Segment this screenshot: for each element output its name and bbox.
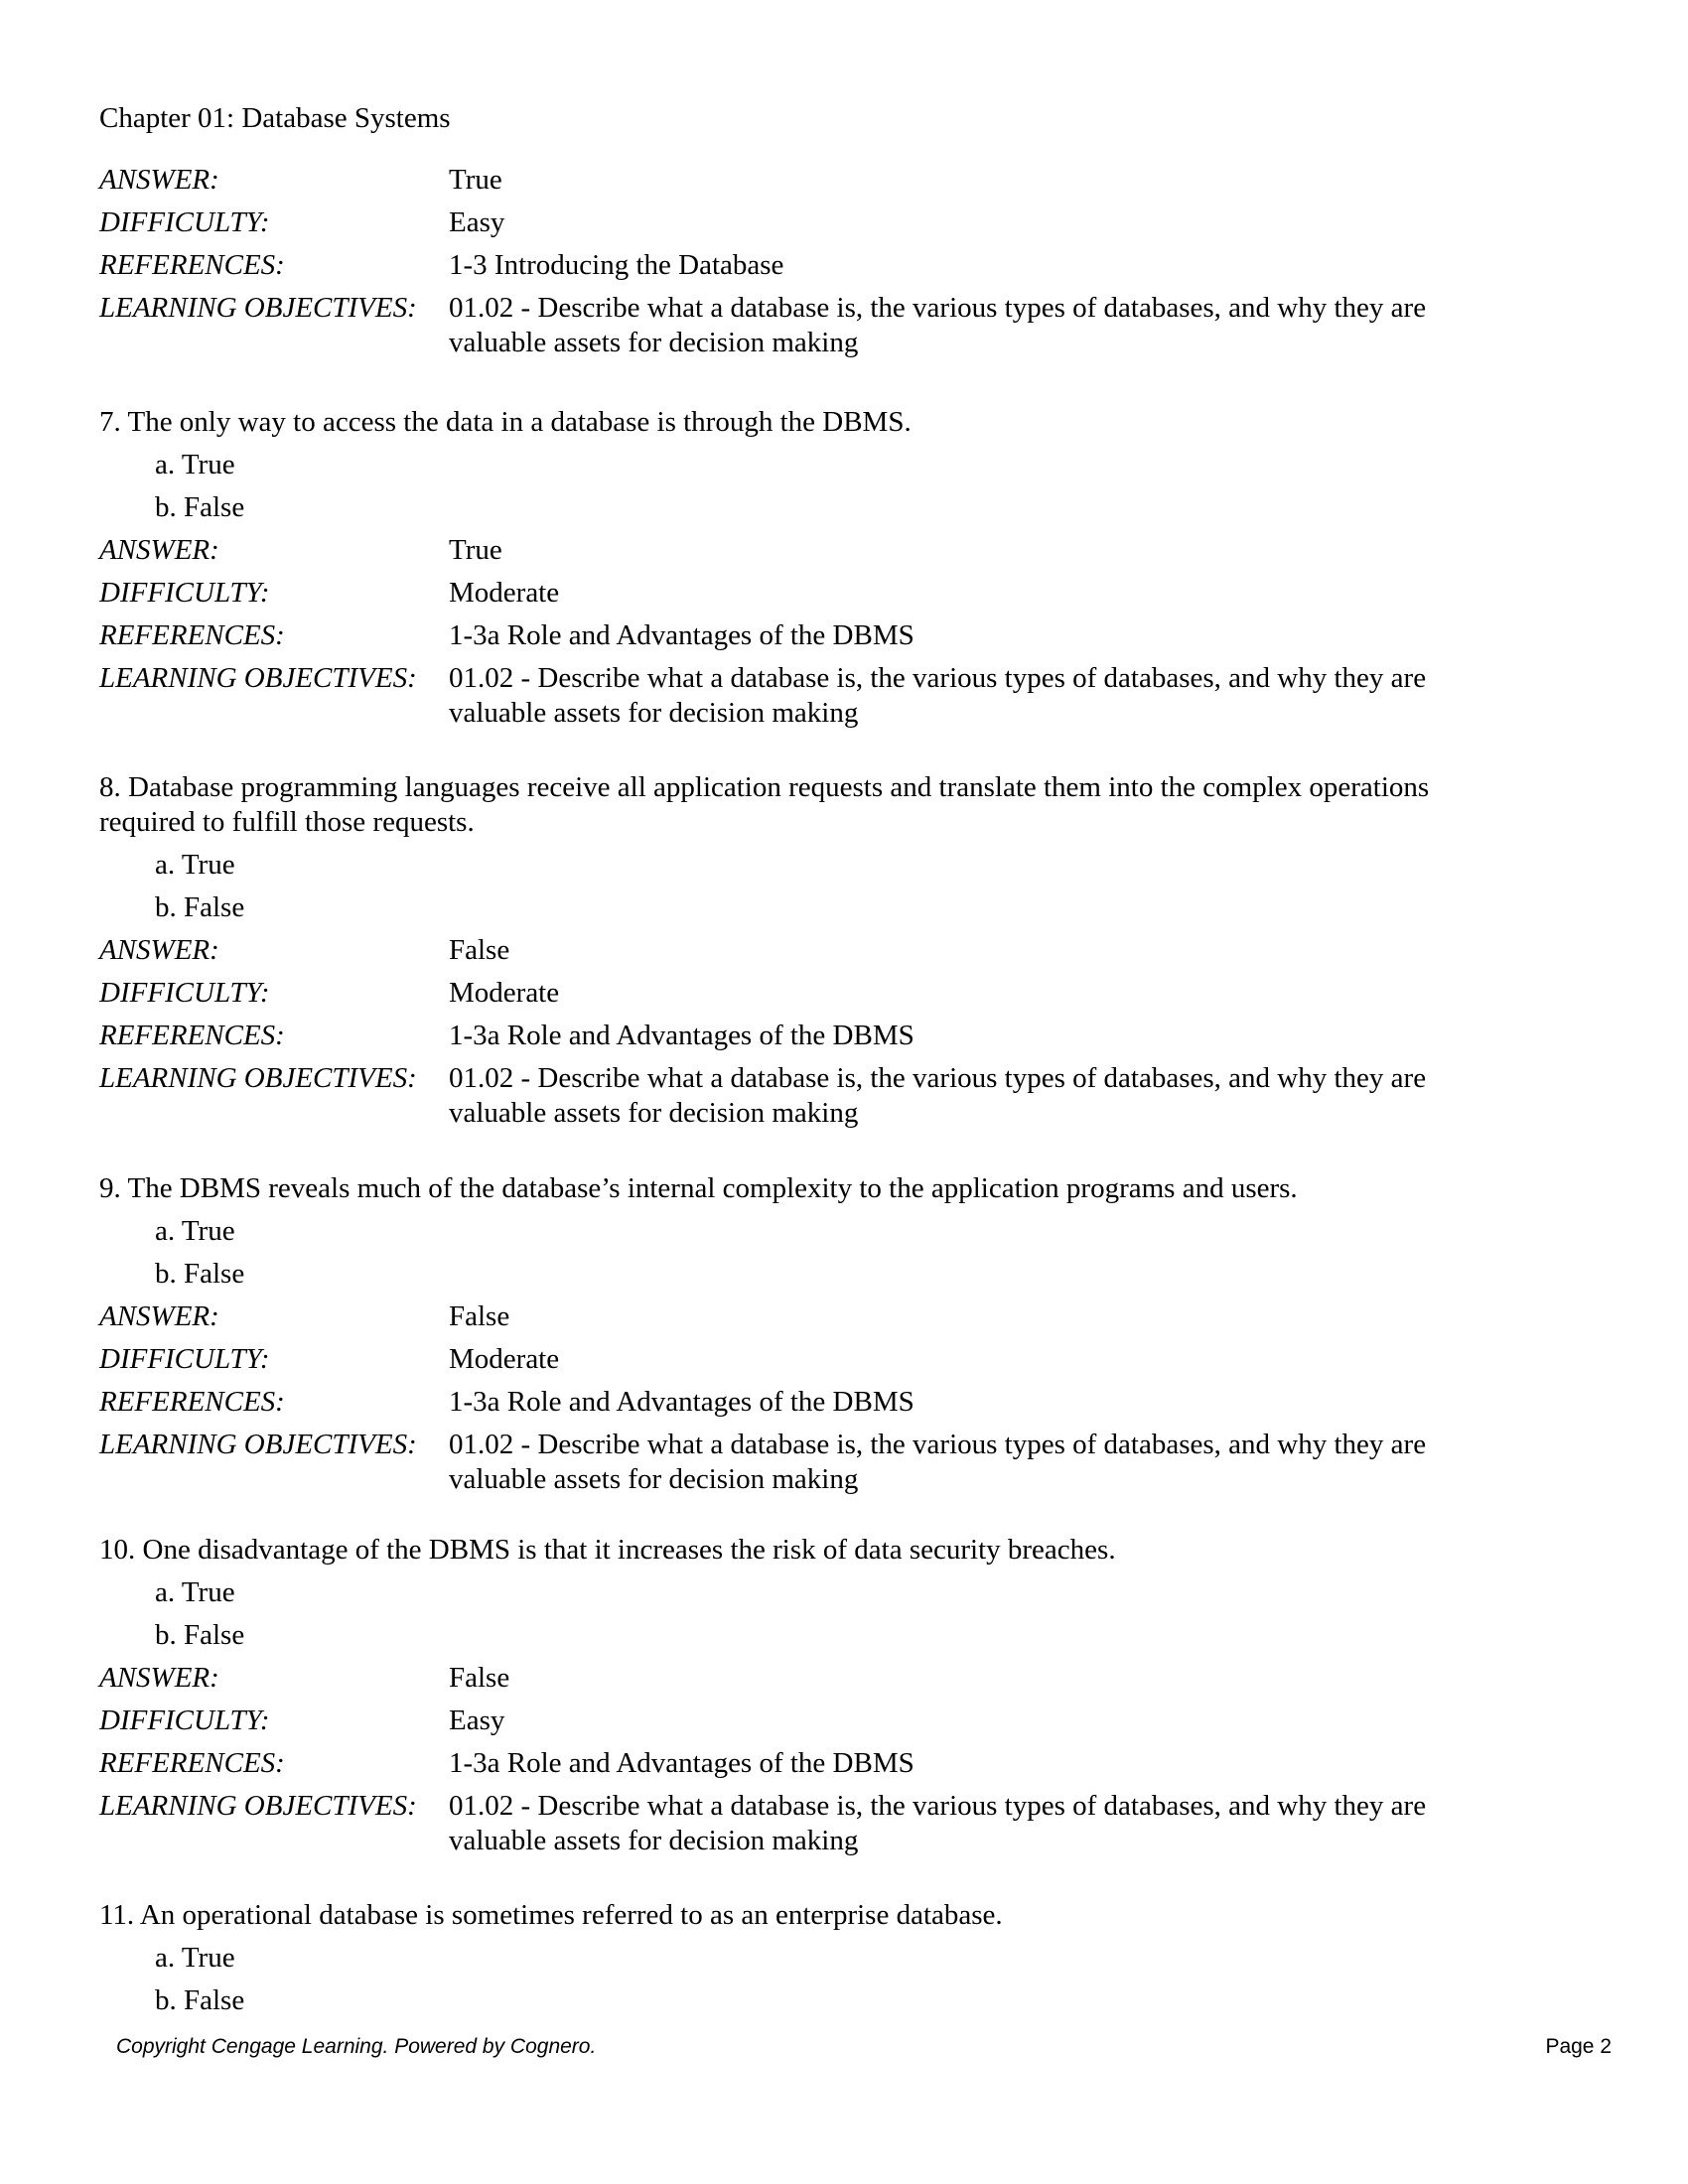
learning-objectives-label: LEARNING OBJECTIVES: bbox=[99, 662, 417, 694]
question-block-6-meta bbox=[99, 159, 1509, 360]
difficulty-value: Easy bbox=[449, 1705, 505, 1736]
references-value: 1-3a Role and Advantages of the DBMS bbox=[449, 1020, 914, 1051]
question-block-9 bbox=[99, 1167, 1509, 1497]
answer-label: ANSWER: bbox=[99, 1300, 219, 1332]
difficulty-label: DIFFICULTY: bbox=[99, 577, 270, 609]
answer-row bbox=[99, 1296, 1509, 1338]
answer-value: False bbox=[449, 1300, 510, 1332]
question-block-8 bbox=[99, 766, 1509, 1131]
learning-objectives-row bbox=[99, 287, 1509, 360]
question-block-11 bbox=[99, 1894, 1509, 2022]
references-value: 1-3 Introducing the Database bbox=[449, 249, 784, 281]
question-text: 11. An operational database is sometimes referred to as an enterprise database. bbox=[99, 1899, 1003, 1931]
learning-objectives-value: 01.02 - Describe what a database is, the various types of databases, and why they are valuable assets for decision making bbox=[449, 1429, 1427, 1495]
answer-label: ANSWER: bbox=[99, 1662, 219, 1694]
learning-objectives-label: LEARNING OBJECTIVES: bbox=[99, 292, 417, 324]
difficulty-value: Moderate bbox=[449, 1343, 560, 1375]
difficulty-label: DIFFICULTY: bbox=[99, 977, 270, 1009]
learning-objectives-value: 01.02 - Describe what a database is, the various types of databases, and why they are valuable assets for decision making bbox=[449, 292, 1427, 358]
references-value: 1-3a Role and Advantages of the DBMS bbox=[449, 1386, 914, 1418]
answer-row bbox=[99, 1657, 1509, 1700]
learning-objectives-value: 01.02 - Describe what a database is, the various types of databases, and why they are valuable assets for decision making bbox=[449, 1790, 1427, 1856]
learning-objectives-value: 01.02 - Describe what a database is, the various types of databases, and why they are valuable assets for decision making bbox=[449, 1062, 1427, 1129]
references-value: 1-3a Role and Advantages of the DBMS bbox=[449, 1747, 914, 1779]
option-b: b. False bbox=[155, 1619, 245, 1651]
difficulty-value: Easy bbox=[449, 206, 505, 238]
question-text: 7. The only way to access the data in a database is through the DBMS. bbox=[99, 406, 912, 438]
answer-value: True bbox=[449, 534, 502, 566]
option-a: a. True bbox=[155, 1215, 235, 1247]
references-label: REFERENCES: bbox=[99, 1386, 285, 1418]
answer-label: ANSWER: bbox=[99, 164, 219, 196]
page-footer bbox=[116, 2035, 1612, 2059]
option-a: a. True bbox=[155, 1942, 235, 1974]
references-row bbox=[99, 614, 1509, 657]
references-row bbox=[99, 1742, 1509, 1785]
difficulty-row bbox=[99, 1338, 1509, 1381]
references-row bbox=[99, 1015, 1509, 1057]
difficulty-row bbox=[99, 202, 1509, 244]
difficulty-value: Moderate bbox=[449, 977, 560, 1009]
difficulty-label: DIFFICULTY: bbox=[99, 1705, 270, 1736]
references-label: REFERENCES: bbox=[99, 619, 285, 651]
difficulty-label: DIFFICULTY: bbox=[99, 206, 270, 238]
question-text: 9. The DBMS reveals much of the database’s internal complexity to the application programs and users. bbox=[99, 1172, 1298, 1204]
learning-objectives-label: LEARNING OBJECTIVES: bbox=[99, 1062, 417, 1094]
references-row bbox=[99, 1381, 1509, 1424]
answer-row bbox=[99, 929, 1509, 972]
difficulty-label: DIFFICULTY: bbox=[99, 1343, 270, 1375]
learning-objectives-row bbox=[99, 1785, 1509, 1858]
question-block-7 bbox=[99, 401, 1509, 731]
answer-row bbox=[99, 529, 1509, 572]
option-b: b. False bbox=[155, 1258, 245, 1290]
references-label: REFERENCES: bbox=[99, 1020, 285, 1051]
learning-objectives-row bbox=[99, 1057, 1509, 1131]
question-text: 8. Database programming languages receive all application requests and translate them into the complex operations required to fulfill those requests. bbox=[99, 771, 1430, 838]
option-a: a. True bbox=[155, 1576, 235, 1608]
references-label: REFERENCES: bbox=[99, 1747, 285, 1779]
option-a: a. True bbox=[155, 849, 235, 881]
option-b: b. False bbox=[155, 1984, 245, 2016]
option-b: b. False bbox=[155, 491, 245, 523]
answer-value: False bbox=[449, 934, 510, 966]
answer-label: ANSWER: bbox=[99, 934, 219, 966]
copyright-text: Copyright Cengage Learning. Powered by Cognero. bbox=[116, 2035, 597, 2058]
page-number: Page 2 bbox=[1545, 2035, 1612, 2058]
answer-value: False bbox=[449, 1662, 510, 1694]
option-a: a. True bbox=[155, 449, 235, 480]
learning-objectives-row bbox=[99, 657, 1509, 731]
difficulty-row bbox=[99, 1700, 1509, 1742]
learning-objectives-label: LEARNING OBJECTIVES: bbox=[99, 1790, 417, 1822]
difficulty-value: Moderate bbox=[449, 577, 560, 609]
references-label: REFERENCES: bbox=[99, 249, 285, 281]
learning-objectives-row bbox=[99, 1424, 1509, 1497]
option-b: b. False bbox=[155, 891, 245, 923]
learning-objectives-value: 01.02 - Describe what a database is, the various types of databases, and why they are valuable assets for decision making bbox=[449, 662, 1427, 729]
chapter-header: Chapter 01: Database Systems bbox=[99, 102, 451, 134]
answer-value: True bbox=[449, 164, 502, 196]
references-value: 1-3a Role and Advantages of the DBMS bbox=[449, 619, 914, 651]
answer-row bbox=[99, 159, 1509, 202]
difficulty-row bbox=[99, 972, 1509, 1015]
question-block-10 bbox=[99, 1529, 1509, 1858]
answer-label: ANSWER: bbox=[99, 534, 219, 566]
references-row bbox=[99, 244, 1509, 287]
learning-objectives-label: LEARNING OBJECTIVES: bbox=[99, 1429, 417, 1460]
question-text: 10. One disadvantage of the DBMS is that it increases the risk of data security breaches. bbox=[99, 1534, 1116, 1566]
difficulty-row bbox=[99, 572, 1509, 614]
